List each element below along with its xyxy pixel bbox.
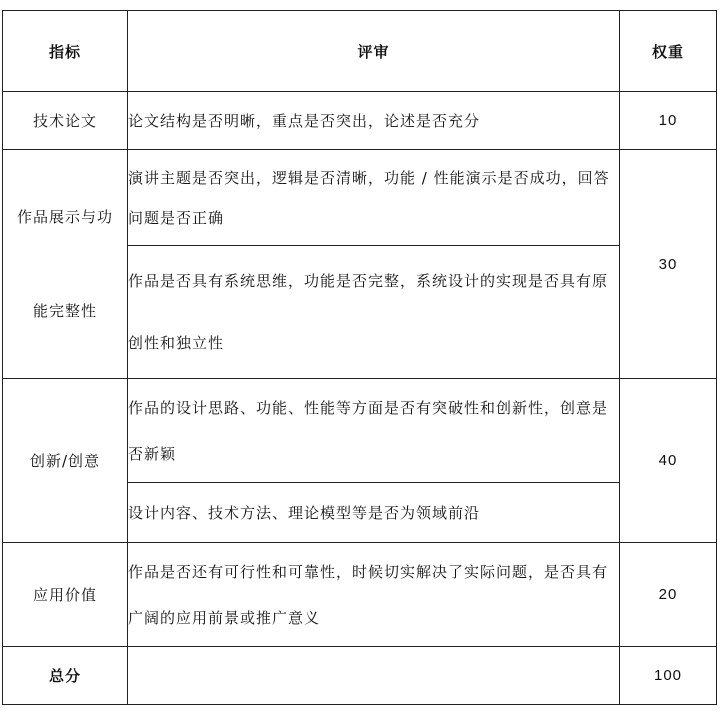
header-metric: 指标	[3, 11, 128, 92]
total-row	[3, 647, 717, 705]
table-row	[3, 379, 717, 483]
criteria-demo-presentation	[128, 150, 620, 246]
header-review: 评审	[128, 11, 620, 92]
header-row	[3, 11, 717, 92]
weight-application-value: 20	[620, 543, 717, 647]
criteria-demo-system	[128, 246, 620, 379]
metric-application-value: 应用价值	[3, 543, 128, 647]
scoring-rubric-table	[2, 10, 717, 705]
criteria-text: 作品是否还有可行性和可靠性，时候切实解决了实际问题，是否具有广阔的应用前景或推广意义	[128, 562, 609, 627]
metric-demo-completeness	[3, 150, 128, 379]
metric-demo-line2: 能完整性	[32, 302, 97, 320]
total-label: 总分	[3, 647, 128, 705]
metric-tech-paper: 技术论文	[3, 92, 128, 150]
criteria-text: 作品是否具有系统思维，功能是否完整，系统设计的实现是否具有原创性和独立性	[128, 272, 609, 352]
criteria-tech-paper: 论文结构是否明晰，重点是否突出，论述是否充分	[128, 92, 620, 150]
table-row	[3, 92, 717, 150]
weight-demo-completeness: 30	[620, 150, 717, 379]
criteria-application-value	[128, 543, 620, 647]
weight-innovation: 40	[620, 379, 717, 543]
criteria-innovation-design	[128, 379, 620, 483]
metric-innovation: 创新/创意	[3, 379, 128, 543]
header-weight: 权重	[620, 11, 717, 92]
criteria-text: 演讲主题是否突出，逻辑是否清晰，功能 / 性能演示是否成功，回答问题是否正确	[128, 168, 610, 227]
table-row	[3, 543, 717, 647]
table-row	[3, 150, 717, 246]
metric-demo-line1: 作品展示与功	[16, 208, 113, 226]
criteria-innovation-frontier: 设计内容、技术方法、理论模型等是否为领域前沿	[128, 483, 620, 543]
weight-tech-paper: 10	[620, 92, 717, 150]
criteria-text: 作品的设计思路、功能、性能等方面是否有突破性和创新性，创意是否新颖	[128, 398, 609, 463]
total-empty-cell	[128, 647, 620, 705]
total-value: 100	[620, 647, 717, 705]
